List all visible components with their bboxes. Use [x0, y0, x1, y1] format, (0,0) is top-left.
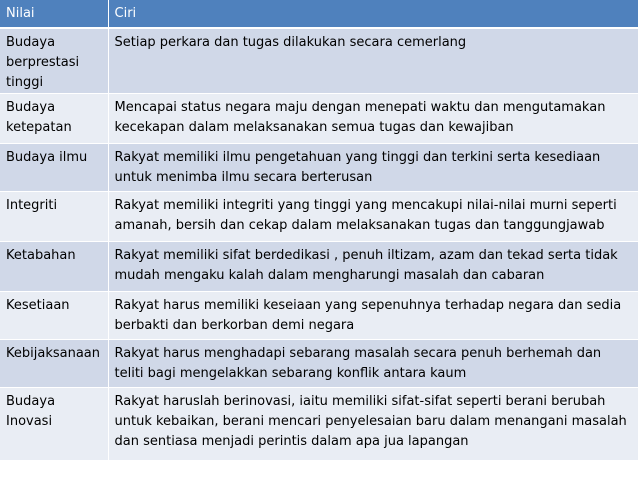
ciri-cell: Rakyat harus memiliki keseiaan yang sepenuhnya terhadap negara dan sedia berbakti dan berkorban demi negara [108, 292, 638, 340]
ciri-cell: Rakyat memiliki ilmu pengetahuan yang tinggi dan terkini serta kesediaan untuk menimba ilmu secara berterusan [108, 144, 638, 192]
table-row [0, 28, 638, 94]
column-header-nilai: Nilai [0, 0, 108, 28]
ciri-cell: Rakyat harus menghadapi sebarang masalah secara penuh berhemah dan teliti bagi mengelakkan sebarang konflik antara kaum [108, 340, 638, 388]
ciri-cell: Rakyat memiliki sifat berdedikasi , penuh iltizam, azam dan tekad serta tidak mudah mengaku kalah dalam mengharungi masalah dan cabaran [108, 242, 638, 292]
ciri-cell: Rakyat memiliki integriti yang tinggi yang mencakupi nilai-nilai murni seperti amanah, bersih dan cekap dalam melaksanakan tugas dan tanggungjawab [108, 192, 638, 242]
table-row [0, 292, 638, 340]
table-row [0, 242, 638, 292]
nilai-cell: Budaya ilmu [0, 144, 108, 192]
nilai-cell: Ketabahan [0, 242, 108, 292]
table-row [0, 144, 638, 192]
column-header-ciri: Ciri [108, 0, 638, 28]
nilai-cell: Budaya ketepatan [0, 94, 108, 144]
table-row [0, 340, 638, 388]
table-row [0, 94, 638, 144]
table-header-row [0, 0, 638, 28]
nilai-cell: Budaya Inovasi [0, 388, 108, 460]
table-row [0, 388, 638, 460]
ciri-cell: Setiap perkara dan tugas dilakukan secara cemerlang [108, 28, 638, 94]
nilai-cell: Kesetiaan [0, 292, 108, 340]
table-row [0, 192, 638, 242]
nilai-cell: Budaya berprestasi tinggi [0, 28, 108, 94]
nilai-cell: Kebijaksanaan [0, 340, 108, 388]
nilai-cell: Integriti [0, 192, 108, 242]
ciri-cell: Mencapai status negara maju dengan menepati waktu dan mengutamakan kecekapan dalam melaksanakan semua tugas dan kewajiban [108, 94, 638, 144]
ciri-cell: Rakyat haruslah berinovasi, iaitu memiliki sifat-sifat seperti berani berubah untuk kebaikan, berani mencari penyelesaian baru dalam menangani masalah dan sentiasa menjadi perintis dalam apa jua lapangan [108, 388, 638, 460]
